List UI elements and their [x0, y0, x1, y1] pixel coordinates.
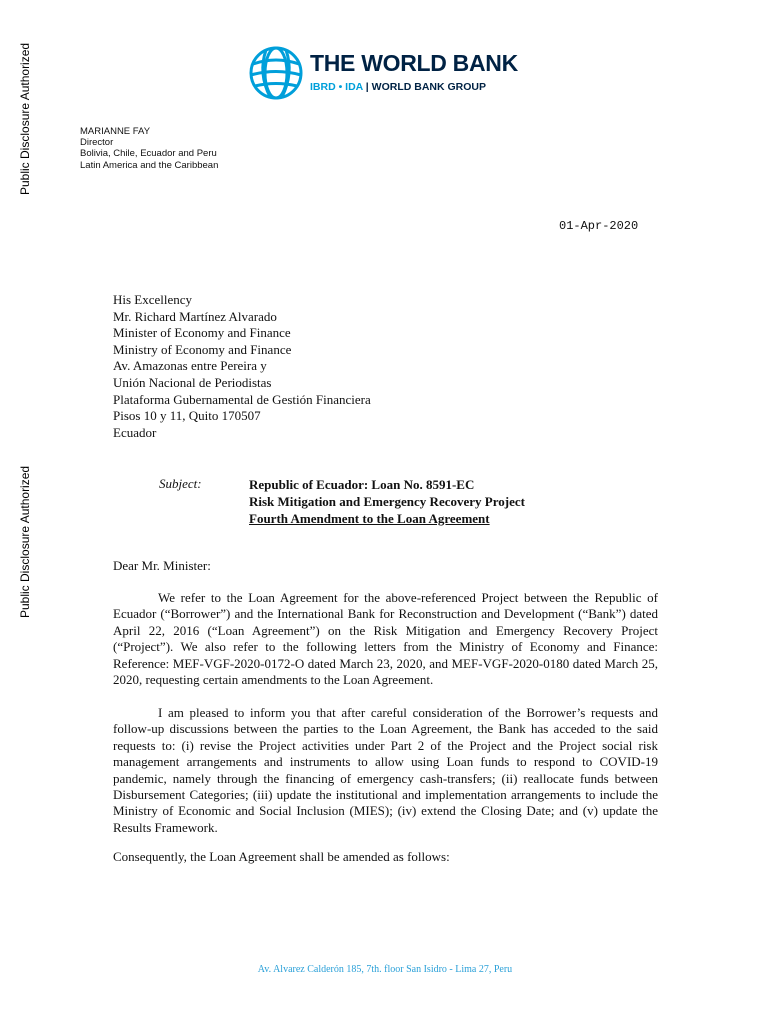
- sender-block: [80, 126, 218, 171]
- recipient-line: Minister of Economy and Finance: [113, 325, 291, 341]
- recipient-line: Pisos 10 y 11, Quito 170507: [113, 408, 261, 424]
- subject-label: Subject:: [159, 476, 202, 491]
- world-bank-logo: [248, 44, 538, 106]
- recipient-address: [113, 292, 371, 441]
- public-disclosure-label-middle: Public Disclosure Authorized: [18, 465, 32, 618]
- sender-region: Latin America and the Caribbean: [80, 159, 219, 171]
- recipient-line: Av. Amazonas entre Pereira y: [113, 358, 267, 374]
- recipient-line: Ecuador: [113, 424, 157, 440]
- recipient-line: His Excellency: [113, 292, 193, 307]
- logo-subtitle: [310, 81, 486, 93]
- recipient-line: Plataforma Gubernamental de Gestión Financiera: [113, 391, 371, 407]
- logo-ibrd-ida: IBRD • IDA: [310, 81, 363, 93]
- logo-wbg: WORLD BANK GROUP: [371, 81, 486, 93]
- salutation: Dear Mr. Minister:: [113, 558, 211, 573]
- paragraph-text: We refer to the Loan Agreement for the above-referenced Project between the Republic of Ecuador (“Borrower”) and the International Bank for Reconstruction and Development (“Bank”) dated April 22, 2016 (“Loan Agreement”) on the Risk Mitigation and Emergency Recovery Project (“Project”). We also refer to the following letters from the Ministry of Economy and Finance: Reference: MEF-VGF-2020-0172-O dated March 23, 2020, and MEF-VGF-2020-0180 dated March 25, 2020, requesting certain amendments to the Loan Agreement.: [113, 590, 658, 688]
- subject-line-2: Risk Mitigation and Emergency Recovery Project: [249, 494, 525, 509]
- globe-icon: [248, 44, 304, 102]
- subject-line-1: Republic of Ecuador: Loan No. 8591-EC: [249, 477, 475, 492]
- logo-separator: |: [362, 81, 372, 93]
- sender-title: Director: [80, 137, 114, 149]
- public-disclosure-label-top: Public Disclosure Authorized: [18, 42, 32, 195]
- footer-address: Av. Alvarez Calderón 185, 7th. floor San Isidro - Lima 27, Peru: [257, 964, 513, 975]
- body-paragraph: [113, 590, 658, 688]
- sender-countries: Bolivia, Chile, Ecuador and Peru: [80, 148, 217, 160]
- subject-block: [249, 476, 525, 527]
- sender-name: MARIANNE FAY: [80, 126, 151, 137]
- body-paragraph: [113, 705, 658, 836]
- paragraph-text: I am pleased to inform you that after careful consideration of the Borrower’s requests and follow-up discussions between the parties to the Loan Agreement, the Bank has acceded to the said requests to: (i) revise the Project activities under Part 2 of the Project and the Project social risk management arrangements and instruments to allow using Loan funds to respond to COVID-19 pandemic, namely through the financing of emergency cash-transfers; (ii) reallocate funds between Disbursement Categories; (iii) update the institutional and implementation arrangements to include the Ministry of Economic and Social Inclusion (MIES); (iv) extend the Closing Date; and (v) update the Results Framework.: [113, 705, 658, 835]
- letter-date: 01-Apr-2020: [559, 219, 639, 233]
- recipient-line: Unión Nacional de Periodistas: [113, 374, 272, 390]
- recipient-line: Ministry of Economy and Finance: [113, 341, 292, 357]
- recipient-line: Mr. Richard Martínez Alvarado: [113, 308, 277, 324]
- logo-title: THE WORLD BANK: [310, 50, 518, 76]
- subject-line-3: Fourth Amendment to the Loan Agreement: [249, 511, 490, 526]
- body-paragraph: [113, 849, 658, 865]
- paragraph-text: Consequently, the Loan Agreement shall be amended as follows:: [113, 849, 450, 864]
